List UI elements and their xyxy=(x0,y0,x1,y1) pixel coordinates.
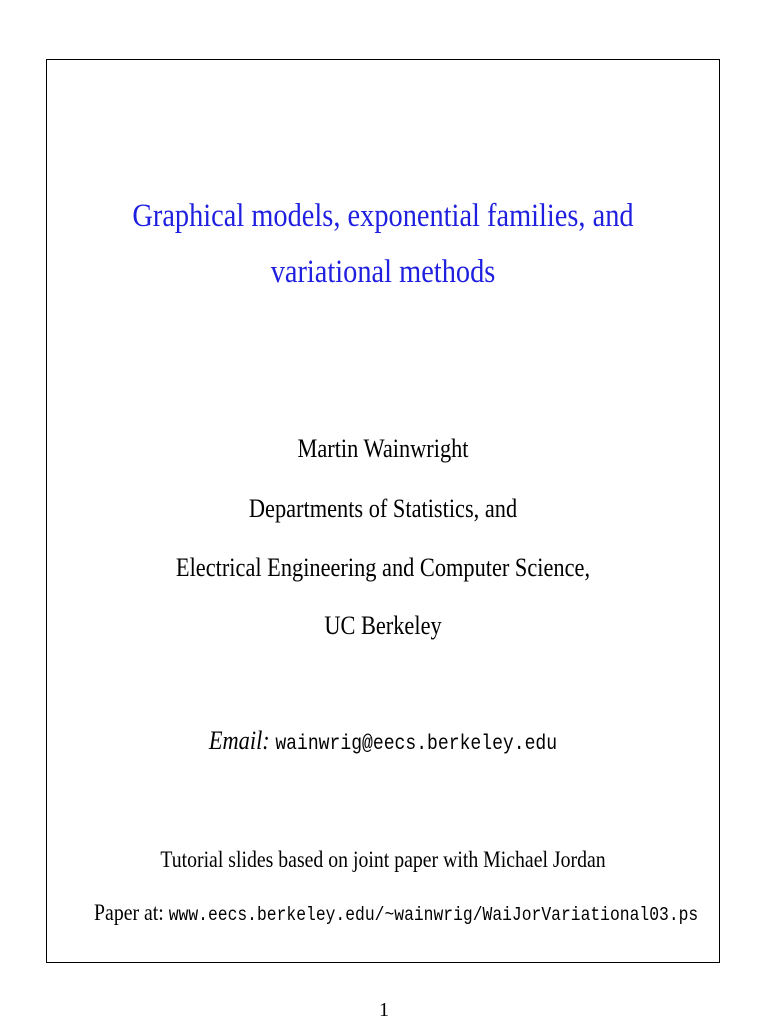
affiliation-line-1: Departments of Statistics, and xyxy=(248,494,518,523)
email-line xyxy=(94,726,672,760)
page-number: 1 xyxy=(379,999,389,1021)
email-address[interactable]: wainwrig@eecs.berkeley.edu xyxy=(275,733,558,756)
title-line-2: variational methods xyxy=(270,254,496,290)
paper-label: Paper at: xyxy=(94,900,164,925)
slide-title xyxy=(94,188,672,300)
paper-line xyxy=(94,898,699,930)
author-name: Martin Wainwright xyxy=(297,434,469,463)
affiliation-line-2: Electrical Engineering and Computer Science, xyxy=(175,553,591,582)
paper-url[interactable]: www.eecs.berkeley.edu/~wainwrig/WaiJorVariational03.ps xyxy=(168,904,699,926)
slide-frame xyxy=(46,59,720,963)
title-line-1: Graphical models, exponential families, and xyxy=(132,198,634,234)
email-label: Email: xyxy=(208,726,270,755)
tutorial-note: Tutorial slides based on joint paper with Michael Jordan xyxy=(160,847,606,872)
affiliation-line-3: UC Berkeley xyxy=(324,611,442,640)
